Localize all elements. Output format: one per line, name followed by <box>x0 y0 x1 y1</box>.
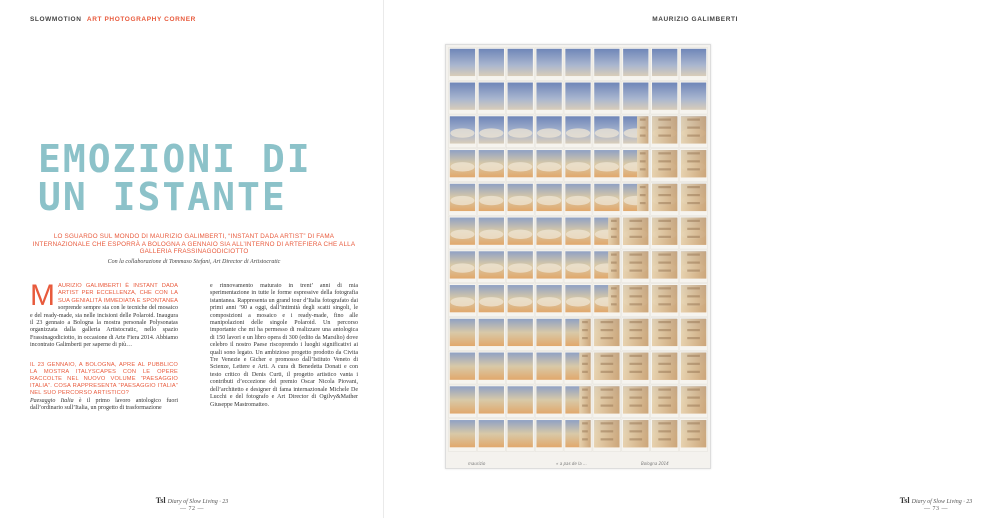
polaroid-tile <box>449 318 477 351</box>
polaroid-tile <box>535 216 563 249</box>
polaroid-tile <box>535 419 563 452</box>
polaroid-tile <box>449 284 477 317</box>
polaroid-tile <box>506 351 534 384</box>
polaroid-tile <box>477 351 505 384</box>
answer-italic-title: Paesaggio Italia <box>30 397 74 404</box>
polaroid-tile <box>535 318 563 351</box>
answer-body: è il primo lavoro antologico fuori dall’ordinario sull’Italia, un progetto di trasformazione <box>30 397 178 412</box>
article-title <box>38 137 358 219</box>
polaroid-tile <box>593 318 621 351</box>
polaroid-tile <box>622 419 650 452</box>
polaroid-tile <box>506 149 534 182</box>
polaroid-tile <box>449 351 477 384</box>
polaroid-tile <box>593 149 621 182</box>
polaroid-tile <box>564 351 592 384</box>
polaroid-tile <box>593 284 621 317</box>
article-credit: Con la collaborazione di Tommaso Stefani, Art Director di Artistocratic <box>107 259 281 265</box>
polaroid-tile <box>449 48 477 81</box>
running-header-left <box>30 16 196 23</box>
polaroid-tile <box>593 81 621 114</box>
polaroid-tile <box>680 284 708 317</box>
magazine-name: Diary of Slow Living · 23 <box>167 499 229 505</box>
polaroid-tile <box>477 385 505 418</box>
polaroid-tile <box>622 284 650 317</box>
magazine-logo: Tsl <box>155 496 166 505</box>
left-page <box>0 0 384 518</box>
polaroid-tile <box>651 385 679 418</box>
polaroid-tile <box>680 318 708 351</box>
polaroid-tile <box>593 250 621 283</box>
folio-right <box>876 496 996 512</box>
polaroid-tile <box>506 115 534 148</box>
polaroid-tile <box>477 183 505 216</box>
polaroid-tile <box>622 351 650 384</box>
polaroid-tile <box>651 183 679 216</box>
polaroid-tile <box>506 419 534 452</box>
polaroid-tile <box>449 385 477 418</box>
article-lead: LO SGUARDO SUL MONDO DI MAURIZIO GALIMBERTI, “INSTANT DADA ARTIST” DI FAMA INTERNAZIONALE CHE ESPORRÀ A BOLOGNA A GENNAIO SIA ALL’INTERNO DI ARTEFIERA CHE ALLA GALLERIA FRASSINAGODICIOTTO <box>32 233 356 256</box>
polaroid-tile <box>477 115 505 148</box>
mosaic-caption-mid: « a pas de la … <box>556 461 587 466</box>
polaroid-tile <box>622 250 650 283</box>
polaroid-tile <box>535 149 563 182</box>
polaroid-tile <box>535 115 563 148</box>
paragraph-answer-continued: e rinnovamento maturato in trent’ anni di mia sperimentazione in tutte le forme espressive della fotografia istantanea. Rappresenta un grand tour d’Italia fotografato dai primi anni ’90 a oggi, dall’intimità degli scatti singoli, le composizioni a mosaico e i ready-made, fino alle manipolazioni delle singole Polaroid. Un percorso importante che mi ha permesso di realizzare una antologica di 150 lavori e un libro opera di 300 (edito da Marsilio) dove celebro il nostro Paese riscoprendo i luoghi significativi ai quali sono legato. Un ambizioso progetto prodotto da Civita Tre Venezie e Gicher e promosso dall’Istituto Veneto di Scienze, Lettere e Arti. A cura di Benedetta Donati e con testo critico di Denis Curti, il progetto artistico vanta i contributi d’eccezione del premio Oscar Nicola Piovani, dell’architetto e designer di fama internazionale Michele De Lucchi e del fotografo e Art Director di Ogilvy&Mather Giuseppe Mastromatteo. <box>210 283 358 408</box>
polaroid-tile <box>680 351 708 384</box>
polaroid-tile <box>593 115 621 148</box>
running-header-right: MAURIZIO GALIMBERTI <box>652 16 738 23</box>
polaroid-tile <box>449 115 477 148</box>
polaroid-tile <box>449 81 477 114</box>
polaroid-tile <box>622 48 650 81</box>
polaroid-tile <box>477 250 505 283</box>
polaroid-tile <box>593 183 621 216</box>
polaroid-tile <box>449 250 477 283</box>
polaroid-tile <box>651 216 679 249</box>
polaroid-tile <box>680 216 708 249</box>
polaroid-tile <box>622 115 650 148</box>
polaroid-tile <box>535 385 563 418</box>
polaroid-tile <box>593 419 621 452</box>
mosaic-caption-right: Bologna 2014 <box>641 461 669 466</box>
polaroid-tile <box>506 81 534 114</box>
polaroid-tile <box>506 318 534 351</box>
header-section: ART PHOTOGRAPHY CORNER <box>86 16 196 23</box>
mosaic-captions <box>446 454 710 466</box>
polaroid-tile <box>535 250 563 283</box>
polaroid-tile <box>564 216 592 249</box>
polaroid-tile <box>564 250 592 283</box>
polaroid-tile <box>535 48 563 81</box>
header-brand: SLOWMOTION <box>30 16 82 23</box>
polaroid-tile <box>506 216 534 249</box>
polaroid-tile <box>477 284 505 317</box>
polaroid-tile <box>622 149 650 182</box>
polaroid-tile <box>449 419 477 452</box>
polaroid-tile <box>535 81 563 114</box>
polaroid-tile <box>651 284 679 317</box>
polaroid-grid <box>448 47 708 452</box>
polaroid-tile <box>622 385 650 418</box>
polaroid-tile <box>622 183 650 216</box>
polaroid-tile <box>477 216 505 249</box>
polaroid-tile <box>564 149 592 182</box>
polaroid-tile <box>680 385 708 418</box>
polaroid-tile <box>593 351 621 384</box>
polaroid-tile <box>535 351 563 384</box>
polaroid-tile <box>535 284 563 317</box>
polaroid-tile <box>506 385 534 418</box>
polaroid-tile <box>651 149 679 182</box>
polaroid-tile <box>506 183 534 216</box>
paragraph-intro <box>30 279 178 350</box>
interview-question: IL 23 GENNAIO, A BOLOGNA, APRE AL PUBBLICO LA MOSTRA ITALYSCAPES CON LE OPERE RACCOLTE NEL NUOVO VOLUME “PAESAGGIO ITALIA”. COSA RAPPRESENTA “PAESAGGIO ITALIA” NEL SUO PERCORSO ARTISTICO? <box>30 361 178 396</box>
polaroid-tile <box>564 115 592 148</box>
polaroid-tile <box>651 419 679 452</box>
polaroid-tile <box>622 81 650 114</box>
polaroid-tile <box>622 318 650 351</box>
magazine-logo-right: Tsl <box>899 496 910 505</box>
polaroid-tile <box>449 216 477 249</box>
polaroid-tile <box>564 48 592 81</box>
magazine-name-right: Diary of Slow Living · 23 <box>911 499 973 505</box>
polaroid-tile <box>680 183 708 216</box>
title-line-1: EMOZIONI DI <box>38 137 312 181</box>
page-number-right: — 73 — <box>924 506 948 512</box>
intro-highlight: AURIZIO GALIMBERTI È INSTANT DADA ARTIST PER ECCELLENZA, CHE CON LA SUA GENIALITÀ IMMEDIATA E SPONTANEA <box>58 283 178 304</box>
polaroid-tile <box>680 250 708 283</box>
polaroid-tile <box>477 48 505 81</box>
polaroid-tile <box>651 81 679 114</box>
polaroid-tile <box>651 318 679 351</box>
polaroid-tile <box>506 250 534 283</box>
polaroid-tile <box>564 318 592 351</box>
polaroid-tile <box>651 351 679 384</box>
intro-body: sorprende sempre sia con le tecniche del mosaico e del ready-made, sia nelle incisioni delle Polaroid. Inaugura il 23 gennaio a Bologna la mostra personale Polysonatas organizzata dalla galleria Artistocratic, nello spazio Frassinagodiciotto, in occasione di Arte Fiera 2014. Abbiamo incontrato Galimberti per saperne di più… <box>30 305 178 349</box>
polaroid-tile <box>535 183 563 216</box>
polaroid-tile <box>564 183 592 216</box>
polaroid-tile <box>477 419 505 452</box>
polaroid-mosaic-artwork <box>445 44 711 469</box>
polaroid-tile <box>477 81 505 114</box>
polaroid-tile <box>651 250 679 283</box>
polaroid-tile <box>680 419 708 452</box>
polaroid-tile <box>506 48 534 81</box>
page-number-left: — 72 — <box>180 506 204 512</box>
polaroid-tile <box>564 385 592 418</box>
polaroid-tile <box>593 385 621 418</box>
polaroid-tile <box>449 183 477 216</box>
mosaic-caption-left: maurizio <box>468 461 486 466</box>
polaroid-tile <box>622 216 650 249</box>
interview-answer-start <box>30 398 178 413</box>
polaroid-tile <box>680 81 708 114</box>
polaroid-tile <box>564 81 592 114</box>
title-line-2: UN ISTANTE <box>38 175 287 219</box>
polaroid-tile <box>477 318 505 351</box>
drop-cap: M <box>30 279 55 312</box>
text-column-2 <box>210 283 358 409</box>
polaroid-tile <box>449 149 477 182</box>
polaroid-tile <box>506 284 534 317</box>
polaroid-tile <box>477 149 505 182</box>
text-column-1 <box>30 279 178 412</box>
polaroid-tile <box>564 284 592 317</box>
polaroid-tile <box>680 48 708 81</box>
polaroid-tile <box>564 419 592 452</box>
polaroid-tile <box>593 216 621 249</box>
polaroid-tile <box>680 115 708 148</box>
polaroid-tile <box>680 149 708 182</box>
polaroid-tile <box>651 48 679 81</box>
folio-left <box>132 496 252 512</box>
polaroid-tile <box>651 115 679 148</box>
polaroid-tile <box>593 48 621 81</box>
